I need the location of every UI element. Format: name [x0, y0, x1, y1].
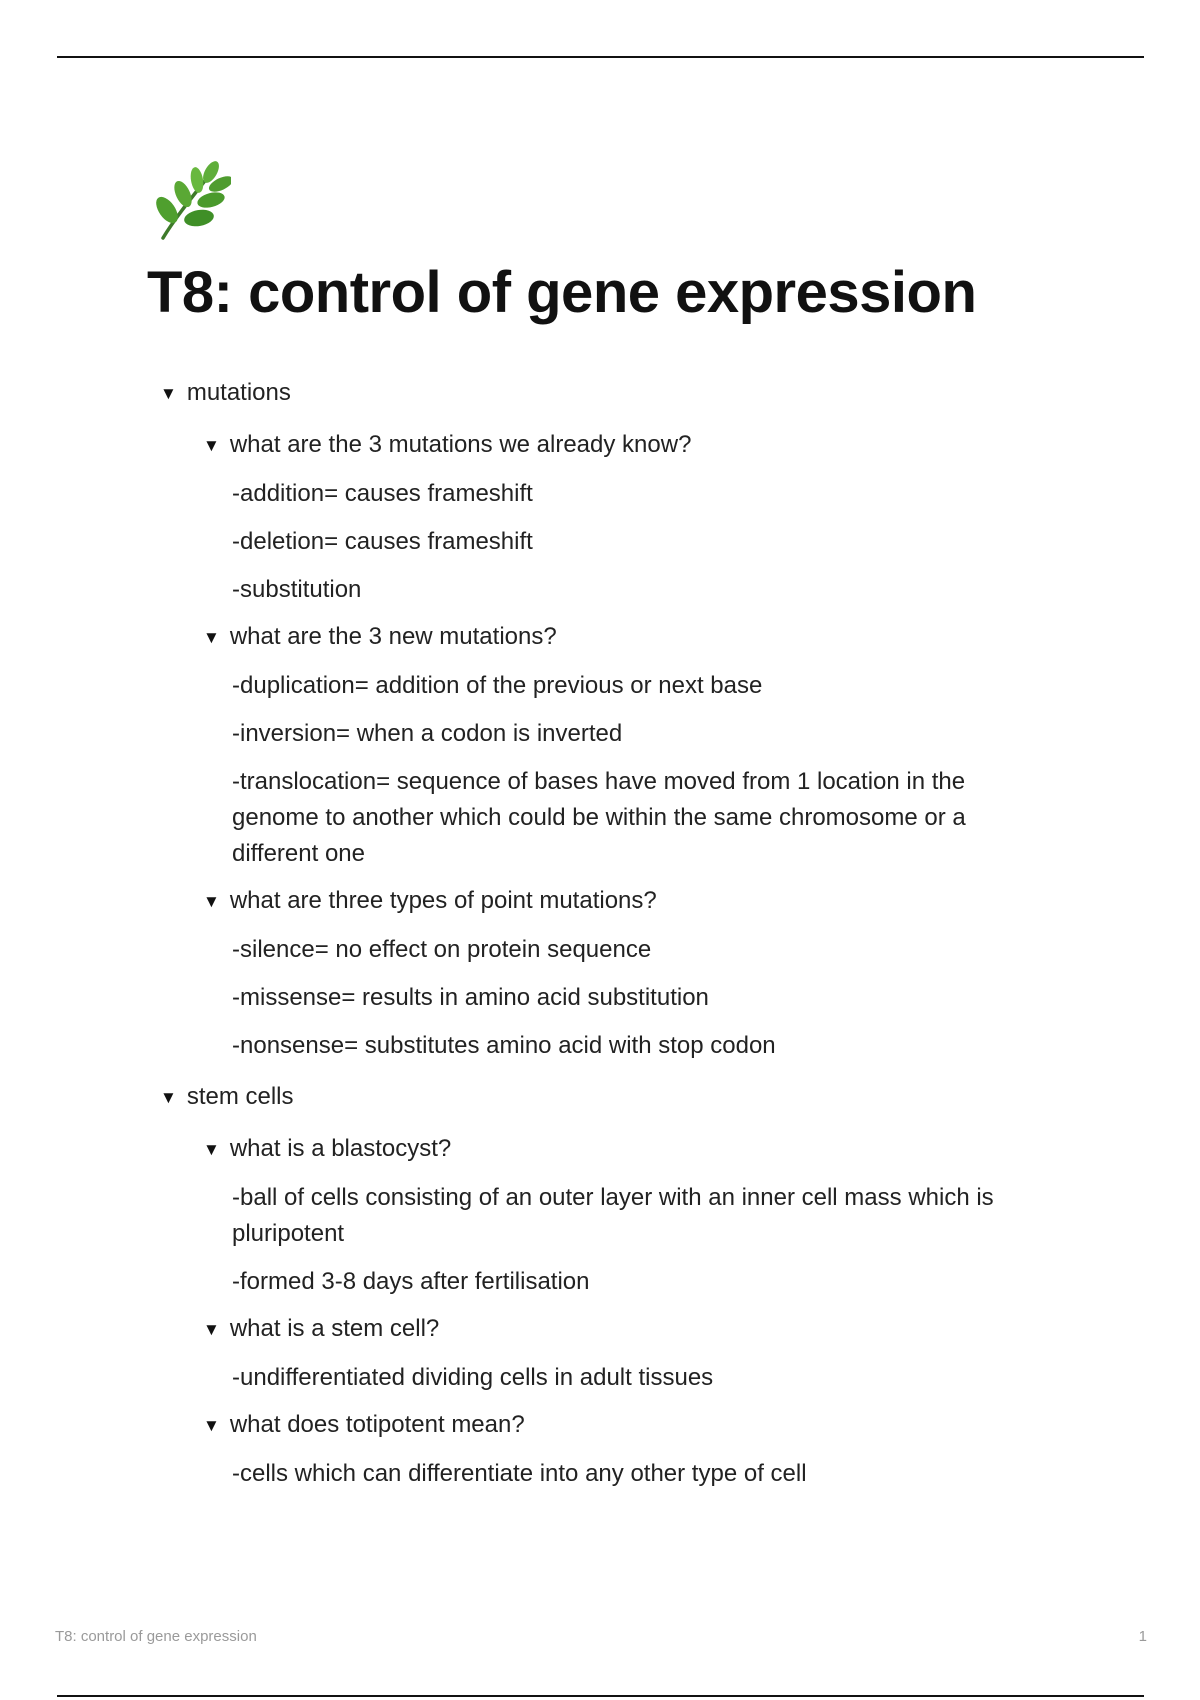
answer-text: -missense= results in amino acid substitution	[232, 984, 709, 1011]
triangle-down-icon[interactable]: ▼	[203, 1320, 220, 1339]
page-title: T8: control of gene expression	[147, 260, 977, 325]
answer-text: -duplication= addition of the previous or next base	[232, 672, 763, 699]
footer-title: T8: control of gene expression	[55, 1628, 257, 1645]
answer-text: -formed 3-8 days after fertilisation	[232, 1268, 590, 1295]
toggle-question[interactable]	[160, 1134, 1060, 1166]
question-label: what are the 3 new mutations?	[229, 623, 557, 650]
outline	[160, 378, 1060, 1492]
answer-text: -silence= no effect on protein sequence	[232, 936, 652, 963]
question-label: what are three types of point mutations?	[229, 887, 657, 914]
answer-text: -substitution	[232, 576, 362, 603]
question-label: what is a blastocyst?	[229, 1135, 452, 1162]
toggle-stem-cells[interactable]	[160, 1082, 1060, 1114]
triangle-down-icon[interactable]: ▼	[203, 892, 220, 911]
question-label: what are the 3 mutations we already know?	[229, 431, 692, 458]
page-number: 1	[1138, 1628, 1147, 1645]
triangle-down-icon[interactable]: ▼	[160, 1088, 177, 1107]
triangle-down-icon[interactable]: ▼	[160, 384, 177, 403]
triangle-down-icon[interactable]: ▼	[203, 628, 220, 647]
toggle-label: mutations	[186, 379, 291, 406]
answer-text: -nonsense= substitutes amino acid with stop codon	[232, 1032, 776, 1059]
toggle-question[interactable]	[160, 430, 1060, 462]
toggle-question[interactable]	[160, 886, 1060, 918]
toggle-question[interactable]	[160, 1410, 1060, 1442]
answer-text: -inversion= when a codon is inverted	[232, 720, 623, 747]
toggle-label: stem cells	[186, 1083, 294, 1110]
toggle-question[interactable]	[160, 622, 1060, 654]
toggle-mutations[interactable]	[160, 378, 1060, 410]
triangle-down-icon[interactable]: ▼	[203, 1140, 220, 1159]
herb-icon	[145, 158, 231, 244]
top-rule	[57, 56, 1144, 58]
bottom-rule	[57, 1695, 1144, 1697]
toggle-question[interactable]	[160, 1314, 1060, 1346]
answer-text: -translocation= sequence of bases have moved from 1 location in the genome to another which could be within the same chromosome or a different one	[232, 768, 966, 867]
answer-text: -cells which can differentiate into any other type of cell	[232, 1460, 807, 1487]
answer-text: -ball of cells consisting of an outer layer with an inner cell mass which is pluripotent	[232, 1184, 994, 1247]
question-label: what does totipotent mean?	[229, 1411, 525, 1438]
triangle-down-icon[interactable]: ▼	[203, 436, 220, 455]
answer-text: -addition= causes frameshift	[232, 480, 533, 507]
question-label: what is a stem cell?	[229, 1315, 440, 1342]
answer-text: -deletion= causes frameshift	[232, 528, 533, 555]
triangle-down-icon[interactable]: ▼	[203, 1416, 220, 1435]
answer-text: -undifferentiated dividing cells in adult tissues	[232, 1364, 714, 1391]
